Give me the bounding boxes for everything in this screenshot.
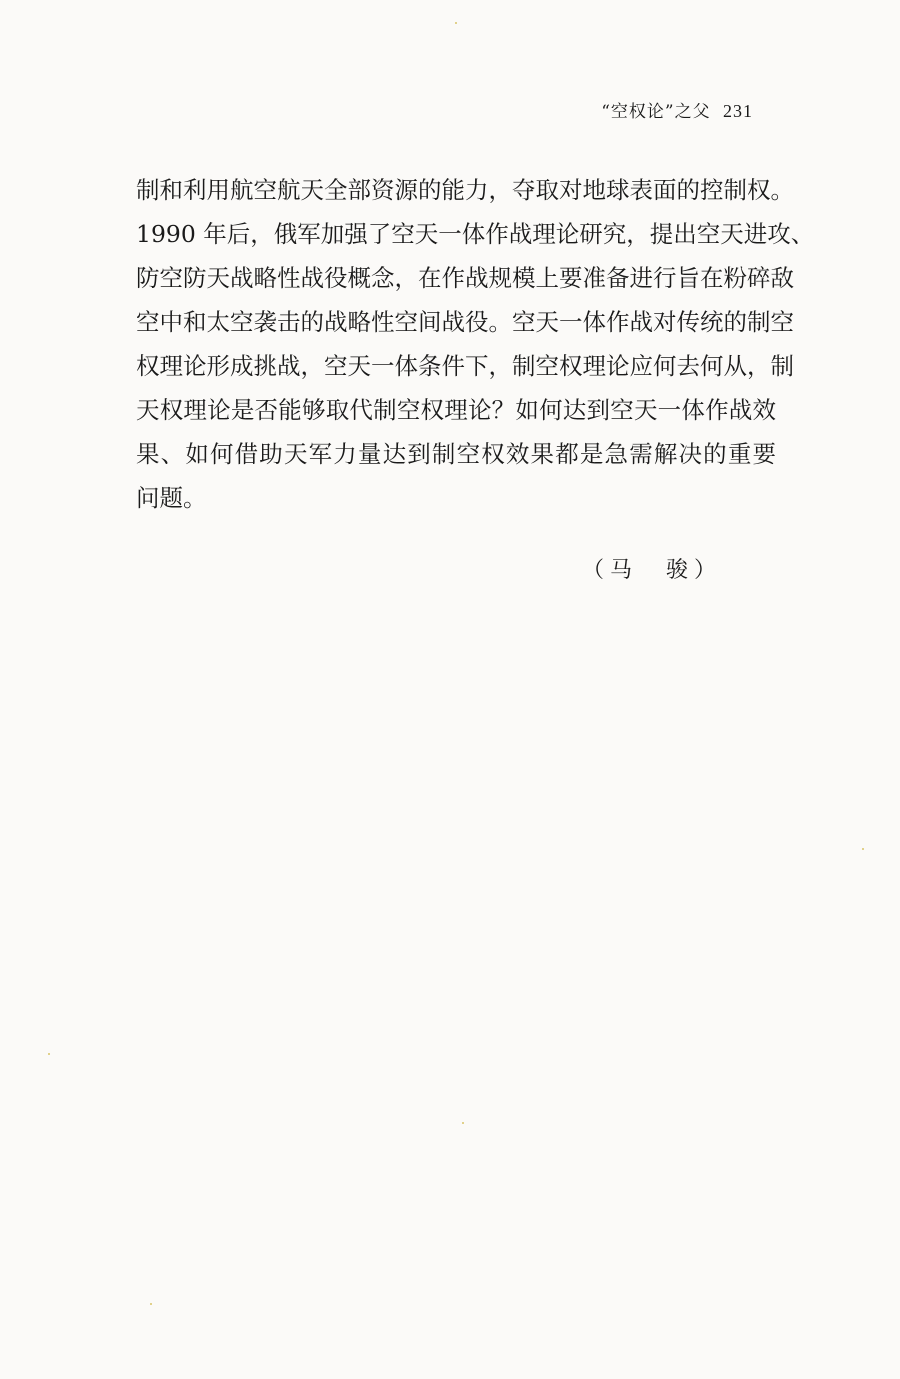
paper-speck: [150, 1303, 152, 1305]
chapter-title: “空权论”之父: [601, 102, 711, 122]
author-signature: （马 骏）: [581, 558, 722, 583]
text-line-5: 权理论形成挑战，空天一体条件下，制空权理论应何去何从，制: [136, 352, 794, 380]
paper-speck: [455, 22, 457, 24]
paper-speck: [862, 848, 864, 850]
body-paragraph: [136, 168, 815, 520]
text-line-1: 制和利用航空航天全部资源的能力，夺取对地球表面的控制权。: [136, 176, 794, 204]
text-line-7: 果、如何借助天军力量达到制空权效果都是急需解决的重要: [136, 440, 776, 468]
paper-speck: [48, 1053, 50, 1055]
text-line-6: 天权理论是否能够取代制空权理论？如何达到空天一体作战效: [136, 396, 776, 424]
paper-speck: [462, 1122, 464, 1124]
page-number: 231: [723, 101, 753, 121]
running-header: [601, 97, 753, 122]
text-line-4: 空中和太空袭击的战略性空间战役。空天一体作战对传统的制空: [136, 308, 794, 336]
text-line-3: 防空防天战略性战役概念，在作战规模上要准备进行旨在粉碎敌: [136, 264, 794, 292]
text-line-8: 问题。: [136, 484, 207, 512]
text-line-2: 1990 年后，俄军加强了空天一体作战理论研究，提出空天进攻、: [136, 220, 815, 248]
